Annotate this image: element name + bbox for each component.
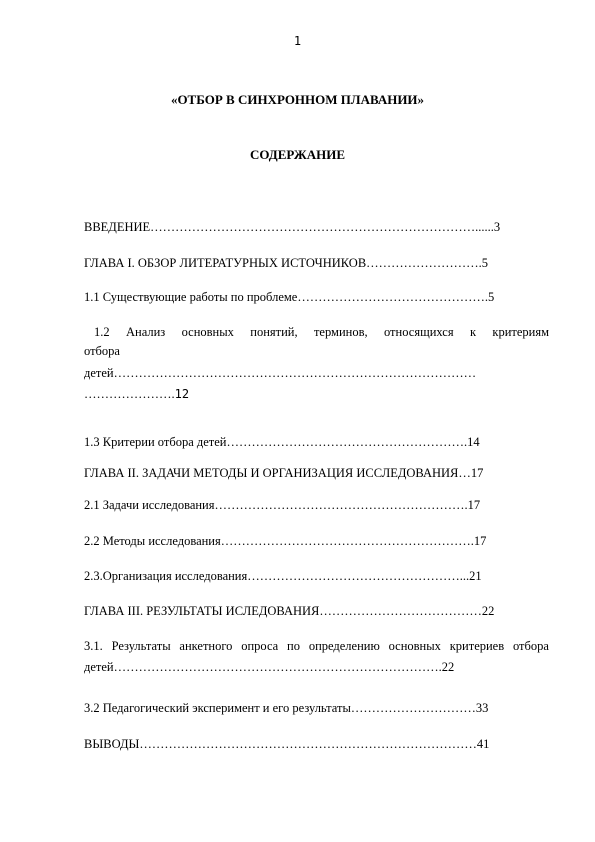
toc-entry-3-1-line-2: детей…………………………………………………………………….22 (84, 660, 455, 674)
toc-entry-3-1[interactable] (84, 639, 549, 675)
toc-entry-chapter-2[interactable]: ГЛАВА II. ЗАДАЧИ МЕТОДЫ И ОРГАНИЗАЦИЯ ИССЛЕДОВАНИЯ…17 (84, 466, 484, 480)
word: относящихся (383, 325, 454, 339)
toc-entry-chapter-3[interactable]: ГЛАВА III. РЕЗУЛЬТАТЫ ИСЛЕДОВАНИЯ…………………………………22 (84, 604, 495, 618)
word: основных (388, 639, 441, 653)
page-ref: 12 (174, 387, 190, 401)
word: критериев (449, 639, 505, 653)
word: Анализ (125, 325, 166, 339)
document-title: «ОТБОР В СИНХРОННОМ ПЛАВАНИИ» (170, 92, 425, 107)
toc-entry-3-2[interactable]: 3.2 Педагогический эксперимент и его результаты…………………………33 (84, 701, 489, 715)
word: критериям (492, 325, 549, 339)
page-number: 1 (293, 34, 302, 48)
toc-entry-1-3[interactable]: 1.3 Критерии отбора детей………………………………………………….14 (84, 435, 480, 449)
toc-entry-1-1[interactable]: 1.1 Существующие работы по проблеме……………………………………….5 (84, 290, 495, 304)
toc-entry-2-1[interactable]: 2.1 Задачи исследования…………………………………………………….17 (84, 498, 481, 512)
toc-entry-1-2-line-2: отбора (84, 344, 120, 358)
toc-entry-1-2-line-4 (84, 387, 549, 402)
word: Результаты (111, 639, 171, 653)
toc-entry-1-2[interactable] (84, 325, 549, 402)
word: 3.1. (84, 639, 103, 653)
toc-entry-intro[interactable]: ВВЕДЕНИЕ……………………………………………………………………......3 (84, 220, 501, 234)
word: понятий, (250, 325, 298, 339)
toc-entry-2-2[interactable]: 2.2 Методы исследования…………………………………………………….17 (84, 534, 487, 548)
toc-entry-3-1-line-1 (84, 639, 549, 654)
toc-entry-1-2-line-1 (84, 325, 549, 340)
word: основных (181, 325, 234, 339)
word: анкетного (179, 639, 233, 653)
toc-entry-1-2-line-3: детей…………………………………………………………………………… (84, 366, 477, 380)
word: опроса (241, 639, 279, 653)
word: по (287, 639, 300, 653)
toc-entry-conclusions[interactable]: ВЫВОДЫ………………………………………………………………………41 (84, 737, 490, 751)
toc-heading: СОДЕРЖАНИЕ (249, 147, 346, 162)
word: 1.2 (94, 325, 110, 339)
leader-dots: …………………. (84, 387, 175, 401)
toc-entry-2-3[interactable]: 2.3.Организация исследования……………………………………………...21 (84, 569, 482, 583)
toc-entry-chapter-1[interactable]: ГЛАВА I. ОБЗОР ЛИТЕРАТУРНЫХ ИСТОЧНИКОВ……………………….5 (84, 256, 489, 270)
word: определению (308, 639, 380, 653)
word: к (469, 325, 477, 339)
word: терминов, (313, 325, 368, 339)
word: отбора (512, 639, 549, 653)
